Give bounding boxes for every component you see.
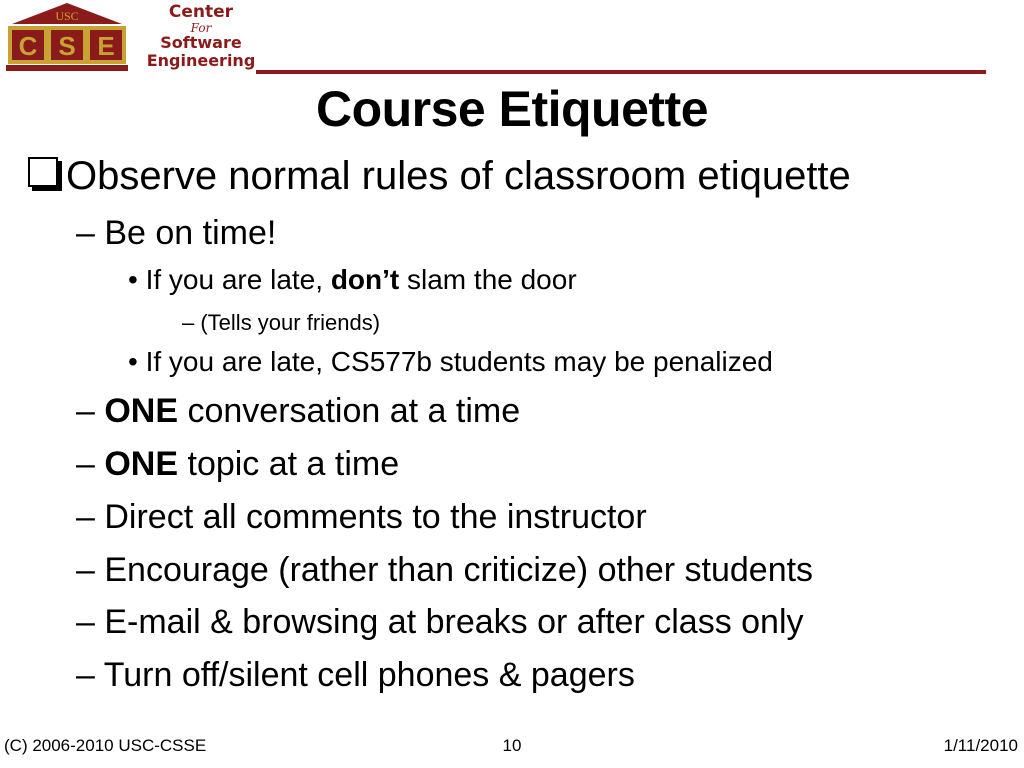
list-item-text: slam the door <box>399 264 577 295</box>
dash-marker: – <box>76 445 105 483</box>
list-item-text: If you are late, <box>145 264 331 295</box>
list-item-emphasis: ONE <box>104 445 179 483</box>
list-item-late-door <box>128 264 577 296</box>
list-item-emphasis: don’t <box>330 264 400 295</box>
list-item-text: Be on time! <box>104 214 277 252</box>
header-divider <box>256 70 986 74</box>
dash-marker: – <box>76 656 104 694</box>
footer-page-number: 10 <box>502 736 522 755</box>
checkbox-bullet-icon <box>28 157 58 187</box>
list-item-be-on-time <box>76 214 276 253</box>
dot-marker: • <box>128 264 146 295</box>
list-item-text: (Tells your friends) <box>200 310 381 335</box>
dash-marker: – <box>76 498 105 536</box>
usc-csse-logo <box>4 2 130 74</box>
logo-text-engineering: Engineering <box>146 51 256 70</box>
list-item-text: Direct all comments to the instructor <box>104 498 647 536</box>
list-item-direct-comments <box>76 498 647 537</box>
list-item-text: topic at a time <box>178 445 400 483</box>
logo-letter-s: S <box>58 31 76 61</box>
dash-marker: – <box>76 214 105 252</box>
list-item-text: Turn off/silent cell phones & pagers <box>103 656 635 694</box>
list-item-email-browsing <box>76 603 804 642</box>
list-item-text: Encourage (rather than criticize) other students <box>104 551 814 589</box>
slide-title: Course Etiquette <box>315 81 709 137</box>
dash-marker: – <box>182 310 201 335</box>
logo-badge-text: USC <box>55 9 79 23</box>
list-item-one-topic <box>76 445 399 484</box>
dash-marker: – <box>76 551 105 589</box>
footer-date: 1/11/2010 <box>943 736 1018 755</box>
list-item-late-penalty <box>128 346 773 378</box>
list-item-text: E-mail & browsing at breaks or after class only <box>104 603 804 641</box>
main-bullet <box>28 154 851 199</box>
list-item-text: If you are late, CS577b students may be penalized <box>145 346 773 377</box>
list-item-tells-friends <box>182 310 380 336</box>
dot-marker: • <box>128 346 146 377</box>
logo-text-software: Software <box>160 33 242 52</box>
list-item-one-conversation <box>76 392 520 431</box>
logo-letter-e: E <box>97 31 115 61</box>
list-item-encourage <box>76 551 813 590</box>
footer-copyright: (C) 2006-2010 USC-CSSE <box>4 736 207 755</box>
main-bullet-label: Observe normal rules of classroom etiquette <box>66 154 851 198</box>
list-item-text: conversation at a time <box>178 392 521 430</box>
list-item-turn-off <box>76 656 635 695</box>
logo-text-for: For <box>190 21 212 35</box>
dash-marker: – <box>76 392 105 430</box>
logo-wordmark <box>142 4 260 69</box>
dash-marker: – <box>76 603 105 641</box>
logo-letter-c: C <box>18 31 38 61</box>
list-item-emphasis: ONE <box>104 392 179 430</box>
logo-text-center: Center <box>168 2 234 22</box>
